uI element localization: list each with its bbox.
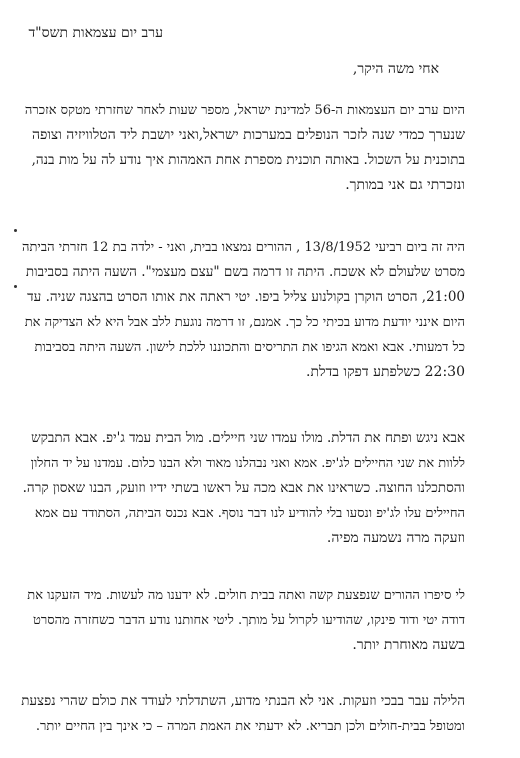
paragraph-line: 21:00, הסרט הוקרן בקולנוע צליל ביפו. יטי ראתה את אותו הסרט בהצגה שניה. עד <box>27 289 465 305</box>
paragraph-line: שנערך כמדי שנה לזכר הנופלים במערכות ישראל,ואני יושבת ליד הטלוויזיה וצופה <box>31 127 465 143</box>
paragraph-line: מסרט שלעולם לא אשכח. היתה זו דרמה בשם "עצם מעצמי". השעה היתה בסביבות <box>25 264 465 280</box>
paragraph-3 <box>20 426 465 551</box>
paragraph-2 <box>20 235 465 385</box>
paragraph-line: ללוות את שני החיילים לג'יפ. אמא ואני נבהלנו מאוד ולא הבנו כלום. עמדנו על יד החלון <box>30 456 465 471</box>
scan-speck <box>14 285 17 288</box>
paragraph-line: הלילה עבר בבכי וזעקות. אני לא הבנתי מדוע, השתדלתי לעודד את כולם שהרי נפצעת <box>21 693 465 709</box>
scan-speck <box>14 229 17 232</box>
paragraph-line: וזעקה מרה נשמעה מפיה. <box>326 530 465 546</box>
paragraph-line: היום אינני יודעת מדוע בכיתי כל כך. אמנם, זו דרמה נוגעת ללב אבל היא לא הצדיקה את <box>24 315 465 330</box>
paragraph-line: היה זה ביום רביעי 13/8/1952 , ההורים נמצאו בבית, ואני - ילדה בת 12 חזרתי הביתה <box>22 240 465 255</box>
paragraph-1 <box>20 98 465 198</box>
paragraph-line: בשעה מאוחרת יותר. <box>352 637 465 653</box>
letter-date-line: ערב יום עצמאות תשס"ד <box>28 25 163 41</box>
paragraph-line: היום ערב יום העצמאות ה-56 למדינת ישראל, מספר שעות לאחר שחזרתי מטקס אזכרה <box>24 103 465 118</box>
paragraph-line: בתוכנית על השכול. באותה תוכנית מספרת אחת האמהות איך נודע לה על מות בנה, <box>31 152 465 168</box>
paragraph-4 <box>20 583 465 658</box>
paragraph-line: דודה יטי ודוד פינקו, שהודיעו לקרול על מותך. ליטי אחותנו נודע הדבר כשחזרה מהסרט <box>33 613 465 628</box>
letter-greeting: אחי משה היקר, <box>352 61 439 77</box>
paragraph-line: אבא ניגש ופתח את הדלת. מולו עמדו שני חיילים. מול הבית עמד ג'יפ. אבא התבקש <box>31 430 465 446</box>
paragraph-line: לי סיפרו ההורים שנפצעת קשה ואתה בבית חולים. לא ידענו מה לעשות. מיד הזעקנו את <box>27 588 465 603</box>
paragraph-line: ומטופל בבית-חולים ולכן תבריא. לא ידעתי את האמת המרה – כי אינך בין החיים יותר. <box>35 719 465 734</box>
paragraph-line: והסתכלנו החוצה. כשראינו את אבא מכה על ראשו בשתי ידיו וזועק, הבנו שאסון קרה. <box>22 480 465 496</box>
paragraph-line: החיילים עלו לג'יפ ונסעו בלי להודיע לנו דבר נוסף. אבא נכנס הביתה, הסתודד עם אמא <box>34 506 465 521</box>
paragraph-line: 22:30 כשלפתע דפקו בדלת. <box>306 364 465 380</box>
paragraph-line: ונזכרתי גם אני במותך. <box>345 177 465 193</box>
paragraph-line: כל דמעותי. אבא ואמא הגיפו את התריסים והתכוננו ללכת לישון. השעה היתה בסביבות <box>34 340 465 355</box>
paragraph-5 <box>20 689 465 739</box>
